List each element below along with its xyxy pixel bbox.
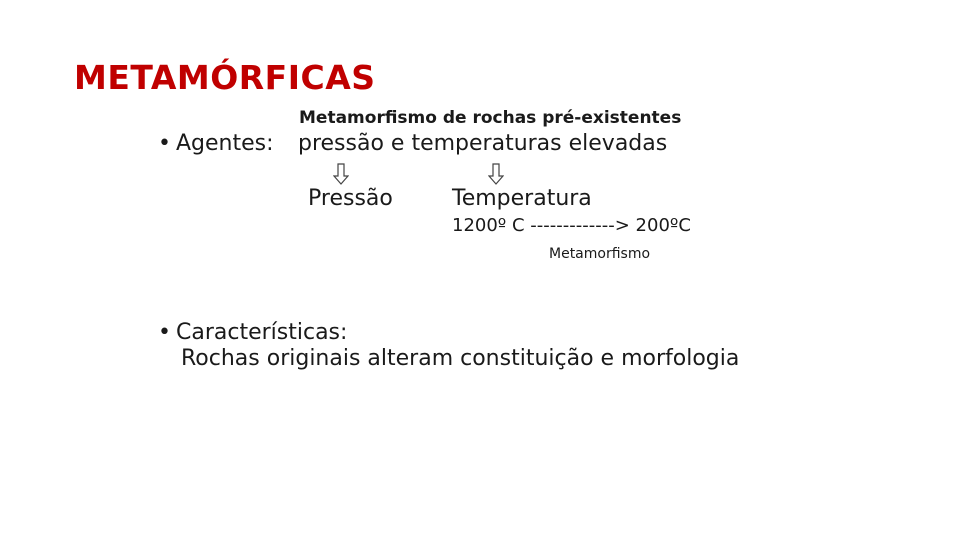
process-label: Metamorfismo xyxy=(549,246,651,262)
down-arrow-icon xyxy=(333,163,349,185)
pressure-label: Pressão xyxy=(308,186,393,211)
agents-label: Agentes: xyxy=(176,131,274,156)
characteristics-label: Características: xyxy=(176,320,348,345)
down-arrow-icon xyxy=(488,163,504,185)
bullet-marker: • xyxy=(158,131,171,156)
temperature-range: 1200º C -------------> 200ºC xyxy=(452,215,691,236)
agents-text: pressão e temperaturas elevadas xyxy=(298,131,668,156)
temperature-label: Temperatura xyxy=(452,186,592,211)
slide-title: METAMÓRFICAS xyxy=(74,58,376,97)
bullet-marker: • xyxy=(158,320,171,345)
characteristics-bullet xyxy=(158,320,347,345)
agents-bullet xyxy=(158,131,667,156)
slide-subtitle: Metamorfismo de rochas pré-existentes xyxy=(299,108,682,128)
characteristics-detail: Rochas originais alteram constituição e morfologia xyxy=(181,346,740,371)
